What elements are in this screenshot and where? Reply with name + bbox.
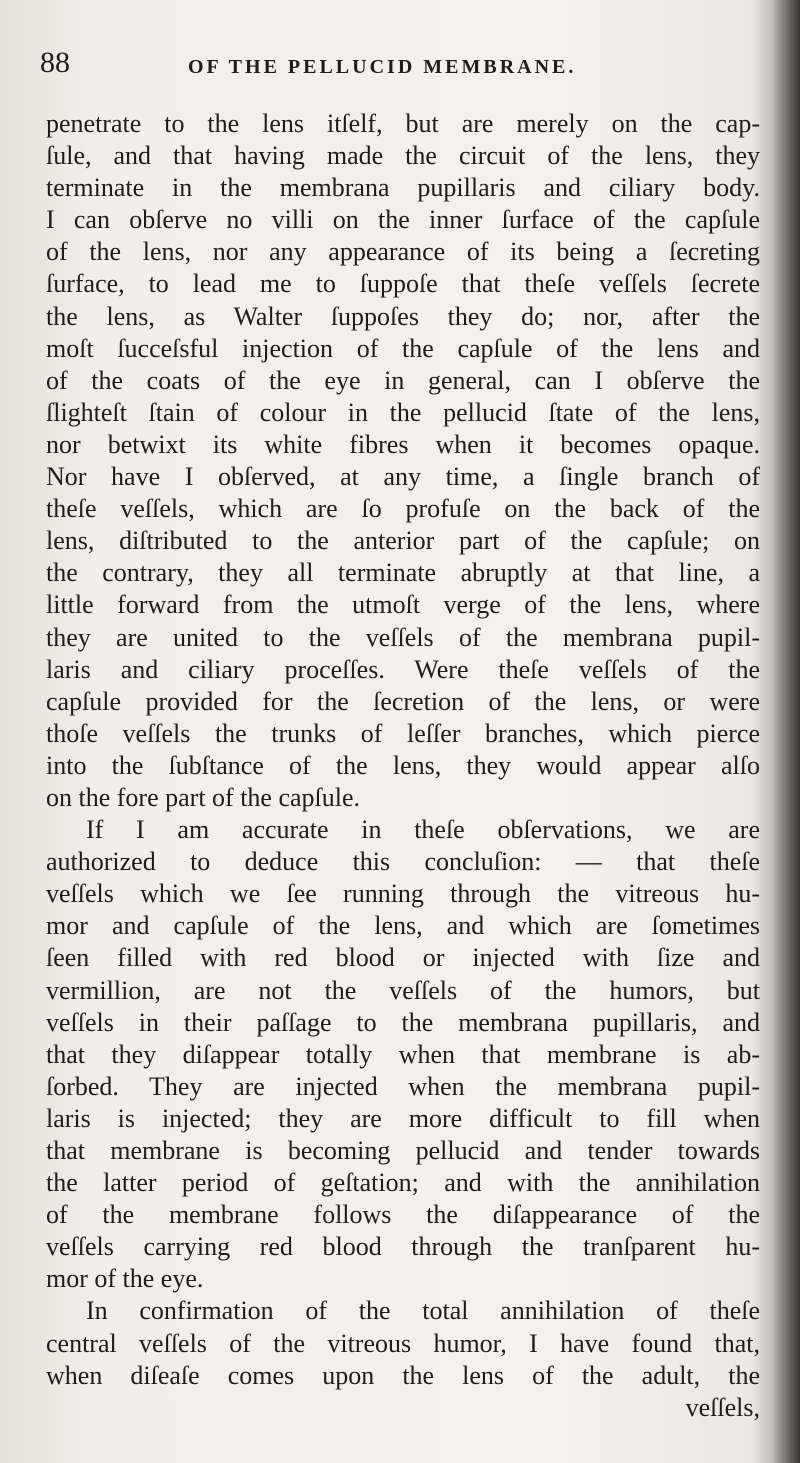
page-number: 88	[40, 46, 70, 79]
text-line: they are united to the veſſels of the membrana pupil-	[46, 622, 760, 652]
text-line: ſlighteſt ſtain of colour in the pellucid ſtate of the lens,	[46, 397, 760, 427]
text-line: nor betwixt its white fibres when it becomes opaque.	[46, 429, 760, 459]
paragraph-start-line: In confirmation of the total annihilation of theſe	[86, 1296, 760, 1326]
text-line: of the lens, nor any appearance of its being a ſecreting	[46, 237, 760, 267]
text-line: I can obſerve no villi on the inner ſurface of the capſule	[46, 205, 760, 235]
text-line: ſeen filled with red blood or injected with ſize and	[46, 943, 760, 973]
page-edge-shadow	[772, 0, 800, 1463]
text-line: of the coats of the eye in general, can I obſerve the	[46, 365, 760, 395]
text-line: veſſels in their paſſage to the membrana pupillaris, and	[46, 1007, 760, 1037]
text-line: ſorbed. They are injected when the membrana pupil-	[46, 1071, 760, 1101]
text-line: veſſels carrying red blood through the tranſparent hu-	[46, 1232, 760, 1262]
text-line: ſule, and that having made the circuit of the lens, they	[46, 141, 760, 171]
text-line: into the ſubſtance of the lens, they would appear alſo	[46, 750, 760, 780]
text-line: the lens, as Walter ſuppoſes they do; nor, after the	[46, 301, 760, 331]
text-line: veſſels which we ſee running through the vitreous hu-	[46, 879, 760, 909]
text-line: when diſeaſe comes upon the lens of the adult, the	[46, 1360, 760, 1390]
text-line: vermillion, are not the veſſels of the humors, but	[46, 975, 760, 1005]
text-line: of the membrane follows the diſappearance of the	[46, 1200, 760, 1230]
text-line: central veſſels of the vitreous humor, I have found that,	[46, 1328, 760, 1358]
catchword: veſſels,	[685, 1392, 760, 1422]
text-line: lens, diſtributed to the anterior part of the capſule; on	[46, 526, 760, 556]
text-line: that membrane is becoming pellucid and tender towards	[46, 1136, 760, 1165]
text-line: laris and ciliary proceſſes. Were theſe veſſels of the	[46, 654, 760, 684]
text-line: mor and capſule of the lens, and which are ſometimes	[46, 911, 760, 941]
text-line: terminate in the membrana pupillaris and ciliary body.	[46, 173, 760, 203]
running-head: OF THE PELLUCID MEMBRANE.	[188, 56, 577, 78]
text-line: capſule provided for the ſecretion of the lens, or were	[46, 686, 760, 716]
text-line: the contrary, they all terminate abruptly at that line, a	[46, 558, 760, 588]
page-header	[40, 46, 760, 86]
paragraph-end-line: on the fore part of the capſule.	[46, 782, 361, 812]
text-line: thoſe veſſels the trunks of leſſer branches, which pierce	[46, 718, 760, 748]
text-line: theſe veſſels, which are ſo profuſe on the back of the	[46, 494, 760, 524]
text-line: authorized to deduce this concluſion: — that theſe	[46, 847, 760, 877]
text-line: the latter period of geſtation; and with the annihilation	[46, 1168, 760, 1198]
text-line: Nor have I obſerved, at any time, a ſingle branch of	[46, 462, 760, 492]
text-line: laris is injected; they are more difficult to fill when	[46, 1103, 760, 1133]
paragraph-end-line: mor of the eye.	[46, 1264, 204, 1294]
text-line: that they diſappear totally when that membrane is ab-	[46, 1039, 760, 1069]
text-line: penetrate to the lens itſelf, but are merely on the cap-	[46, 109, 760, 138]
text-line: moſt ſucceſsful injection of the capſule of the lens and	[46, 333, 760, 363]
text-line: little forward from the utmoſt verge of the lens, where	[46, 590, 760, 620]
body-text	[46, 108, 760, 1424]
paragraph-start-line: If I am accurate in theſe obſervations, we are	[86, 815, 760, 845]
text-line: ſurface, to lead me to ſuppoſe that theſe veſſels ſecrete	[46, 269, 760, 299]
